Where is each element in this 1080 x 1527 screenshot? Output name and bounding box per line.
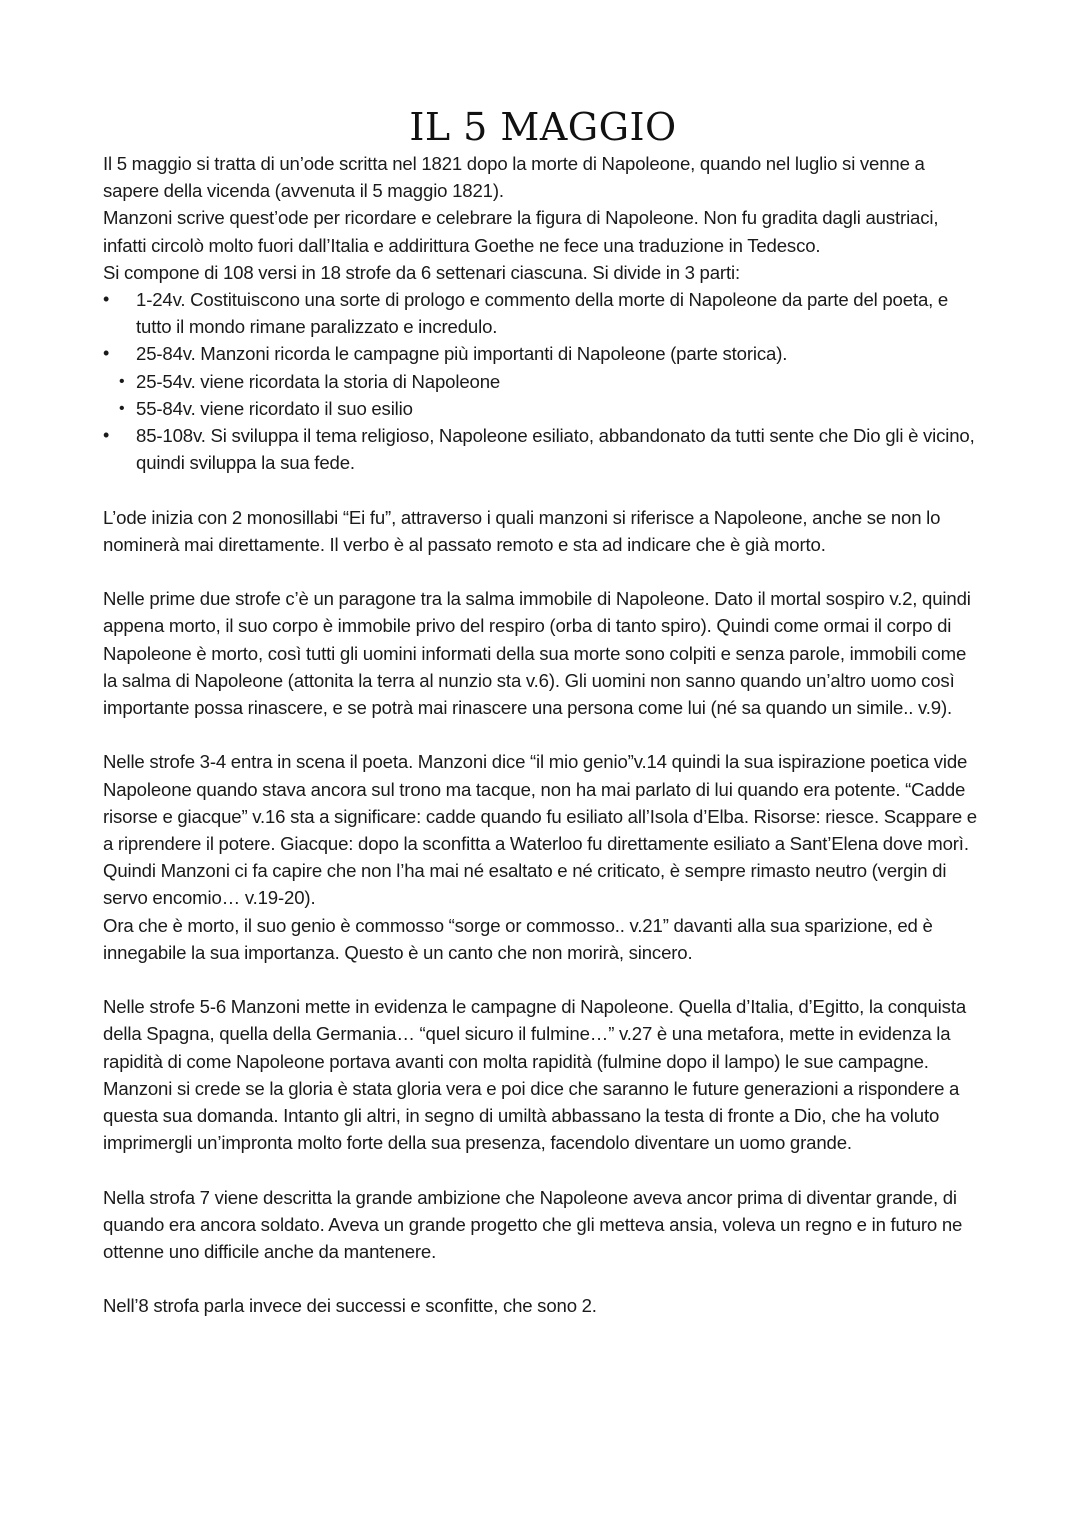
intro-paragraph-3: Si compone di 108 versi in 18 strofe da 6 settenari ciascuna. Si divide in 3 parti: <box>103 261 740 283</box>
sub-list-item <box>103 368 983 395</box>
bullet-icon: • <box>119 372 125 390</box>
bullet-icon: • <box>103 343 110 364</box>
list-item-text: 25-54v. viene ricordata la storia di Napoleone <box>136 370 501 392</box>
list-item-text: 85-108v. Si sviluppa il tema religioso, Napoleone esiliato, abbandonato da tutti sente che Dio gli è vicino, quindi sviluppa la sua fede. <box>136 425 975 474</box>
body-paragraph-ei-fu: L’ode inizia con 2 monosillabi “Ei fu”, attraverso i quali manzoni si riferisce a Napoleone, anche se non lo nominerà mai direttamente. Il verbo è al passato remoto e sta ad indicare che è già morto. <box>103 506 941 555</box>
bullet-icon: • <box>103 425 110 446</box>
list-item-text: 1-24v. Costituiscono una sorte di prologo e commento della morte di Napoleone da parte del poeta, e tutto il mondo rimane paralizzato e incredulo. <box>136 289 949 338</box>
body-paragraph-strofe-5-6: Nelle strofe 5-6 Manzoni mette in evidenza le campagne di Napoleone. Quella d’Italia, d’Egitto, la conquista della Spagna, quella della Germania… “quel sicuro il fulmine…” v.27 è una metafora, mette in evidenza la rapidità di come Napoleone portava avanti con molta rapidità (fulmine dopo il lampo) le sue campagne. Manzoni si crede se la gloria è stata gloria vera e poi dice che saranno le future generazioni a rispondere a questa sua domanda. Intanto gli altri, in segno di umiltà abbassano la testa di fronte a Dio, che ha voluto imprimergli un’impronta molto forte della sua presenza, facendolo diventare un uomo grande. <box>103 996 967 1154</box>
spacer <box>103 1156 983 1183</box>
bullet-icon: • <box>119 399 125 417</box>
spacer <box>103 966 983 993</box>
spacer <box>103 721 983 748</box>
spacer <box>103 558 983 585</box>
list-item <box>103 340 983 367</box>
list-item <box>103 286 983 340</box>
sub-list-item <box>103 395 983 422</box>
document-page <box>103 104 983 1320</box>
parts-list <box>103 286 983 476</box>
list-item-text: 55-84v. viene ricordato il suo esilio <box>136 397 413 419</box>
body-paragraph-strofa-7: Nella strofa 7 viene descritta la grande ambizione che Napoleone aveva ancor prima di diventar grande, di quando era ancora soldato. Aveva un grande progetto che gli metteva ansia, voleva un regno e in futuro ne ottenne uno difficile anche da mantenere. <box>103 1186 963 1263</box>
spacer <box>103 476 983 503</box>
intro-paragraph-2: Manzoni scrive quest’ode per ricordare e celebrare la figura di Napoleone. Non fu gradita dagli austriaci, infatti circolò molto fuori dall’Italia e addirittura Goethe ne fece una traduzione in Tedesco. <box>103 207 939 256</box>
body-paragraph-strofe-1-2: Nelle prime due strofe c’è un paragone tra la salma immobile di Napoleone. Dato il mortal sospiro v.2, quindi appena morto, il suo corpo è immobile privo del respiro (orba di tanto spiro). Quindi come ormai il corpo di Napoleone è morto, così tutti gli uomini informati della sua morte sono colpiti e senza parole, immobili come la salma di Napoleone (attonita la terra al nunzio sta v.6). Gli uomini non sanno quando un’altro uomo così importante possa rinascere, e se potrà mai rinascere una persona come lui (né sa quando un simile.. v.9). <box>103 588 971 719</box>
body-paragraph-ora-che-e-morto: Ora che è morto, il suo genio è commosso “sorge or commosso.. v.21” davanti alla sua sparizione, ed è innegabile la sua importanza. Questo è un canto che non morirà, sincero. <box>103 914 933 963</box>
body-paragraph-strofa-8: Nell’8 strofa parla invece dei successi e sconfitte, che sono 2. <box>103 1295 597 1317</box>
bullet-icon: • <box>103 289 110 310</box>
intro-paragraph-1: Il 5 maggio si tratta di un’ode scritta nel 1821 dopo la morte di Napoleone, quando nel luglio si venne a sapere della vicenda (avvenuta il 5 maggio 1821). <box>103 153 925 202</box>
page-title: IL 5 MAGGIO <box>409 105 677 149</box>
list-item-text: 25-84v. Manzoni ricorda le campagne più importanti di Napoleone (parte storica). <box>136 343 788 365</box>
list-item <box>103 422 983 476</box>
spacer <box>103 1265 983 1292</box>
body-paragraph-strofe-3-4: Nelle strofe 3-4 entra in scena il poeta. Manzoni dice “il mio genio”v.14 quindi la sua ispirazione poetica vide Napoleone quando stava ancora sul trono ma tacque, non ha mai parlato di lui quando era potente. “Cadde risorse e giacque” v.16 sta a significare: cadde quando fu esiliato all’Isola d’Elba. Risorse: riesce. Scappare e a riprendere il potere. Giacque: dopo la sconfitta a Waterloo fu direttamente esiliato a Sant’Elena dove morì. Quindi Manzoni ci fa capire che non l’ha mai né esaltato e né criticato, è sempre rimasto neutro (vergin di servo encomio… v.19-20). <box>103 751 977 909</box>
